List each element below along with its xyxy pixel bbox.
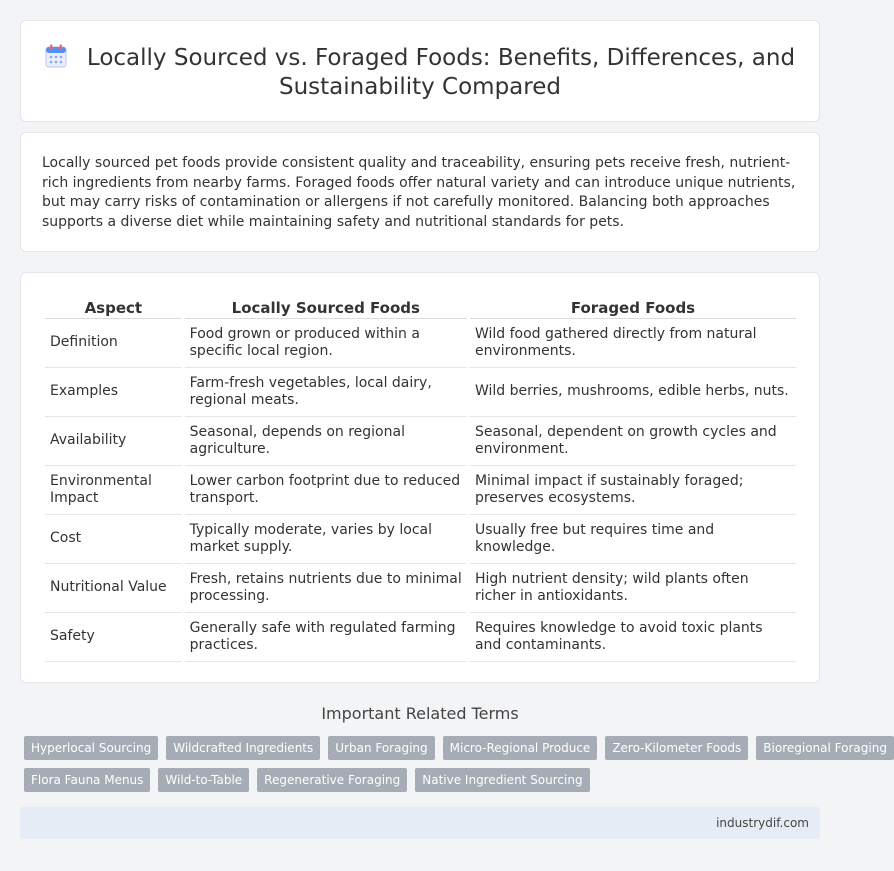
title-line-2: Sustainability Compared [279, 74, 561, 100]
tag-hyperlocal-sourcing[interactable]: Hyperlocal Sourcing [24, 736, 158, 760]
table-row [45, 466, 796, 515]
footer [20, 807, 820, 839]
header-locally-sourced: Locally Sourced Foods [185, 295, 467, 319]
table-row [45, 564, 796, 613]
row-foraged: Requires knowledge to avoid toxic plants and contaminants. [470, 613, 796, 662]
row-aspect: Availability [45, 417, 182, 466]
row-aspect: Cost [45, 515, 182, 564]
row-local: Fresh, retains nutrients due to minimal processing. [185, 564, 467, 613]
related-terms-title: Important Related Terms [321, 704, 519, 723]
comparison-card [20, 272, 820, 683]
row-local: Seasonal, depends on regional agriculture. [185, 417, 467, 466]
row-aspect: Examples [45, 368, 182, 417]
table-row [45, 319, 796, 368]
tag-wild-to-table[interactable]: Wild-to-Table [158, 768, 249, 792]
footer-site-link[interactable]: industrydif.com [716, 816, 809, 830]
table-row [45, 417, 796, 466]
tag-zero-kilometer-foods[interactable]: Zero-Kilometer Foods [605, 736, 748, 760]
title-line-1: Locally Sourced vs. Foraged Foods: Benefits, Differences, and [86, 45, 796, 71]
table-row [45, 613, 796, 662]
tag-flora-fauna-menus[interactable]: Flora Fauna Menus [24, 768, 150, 792]
comparison-table [42, 295, 799, 662]
row-foraged: Seasonal, dependent on growth cycles and environment. [470, 417, 796, 466]
table-header-row [45, 295, 796, 319]
tag-row-2 [24, 768, 824, 792]
calendar-icon [45, 44, 67, 68]
row-local: Typically moderate, varies by local market supply. [185, 515, 467, 564]
row-local: Lower carbon footprint due to reduced transport. [185, 466, 467, 515]
related-terms-tags [24, 736, 887, 800]
summary-text: Locally sourced pet foods provide consistent quality and traceability, ensuring pets receive fresh, nutrient-rich ingredients from nearby farms. Foraged foods offer natural variety and can introduce unique nutrients, but may carry risks of contamination or allergens if not carefully monitored. Balancing both approaches supports a diverse diet while maintaining safety and nutritional standards for pets. [42, 155, 796, 230]
header-foraged: Foraged Foods [470, 295, 796, 319]
row-aspect: Environmental Impact [45, 466, 182, 515]
header-card [20, 20, 820, 122]
row-local: Food grown or produced within a specific local region. [185, 319, 467, 368]
row-aspect: Safety [45, 613, 182, 662]
page-title [21, 44, 819, 102]
row-foraged: Minimal impact if sustainably foraged; preserves ecosystems. [470, 466, 796, 515]
table-row [45, 368, 796, 417]
row-foraged: Wild food gathered directly from natural environments. [470, 319, 796, 368]
row-foraged: Usually free but requires time and knowledge. [470, 515, 796, 564]
tag-bioregional-foraging[interactable]: Bioregional Foraging [756, 736, 894, 760]
row-local: Generally safe with regulated farming practices. [185, 613, 467, 662]
tag-row-1 [24, 736, 887, 760]
header-aspect: Aspect [45, 295, 182, 319]
tag-urban-foraging[interactable]: Urban Foraging [328, 736, 434, 760]
tag-micro-regional-produce[interactable]: Micro-Regional Produce [443, 736, 598, 760]
summary-card [20, 132, 820, 252]
row-local: Farm-fresh vegetables, local dairy, regional meats. [185, 368, 467, 417]
row-foraged: Wild berries, mushrooms, edible herbs, nuts. [470, 368, 796, 417]
row-aspect: Nutritional Value [45, 564, 182, 613]
tag-native-ingredient-sourcing[interactable]: Native Ingredient Sourcing [415, 768, 589, 792]
row-foraged: High nutrient density; wild plants often richer in antioxidants. [470, 564, 796, 613]
table-row [45, 515, 796, 564]
tag-regenerative-foraging[interactable]: Regenerative Foraging [257, 768, 407, 792]
tag-wildcrafted-ingredients[interactable]: Wildcrafted Ingredients [166, 736, 320, 760]
row-aspect: Definition [45, 319, 182, 368]
